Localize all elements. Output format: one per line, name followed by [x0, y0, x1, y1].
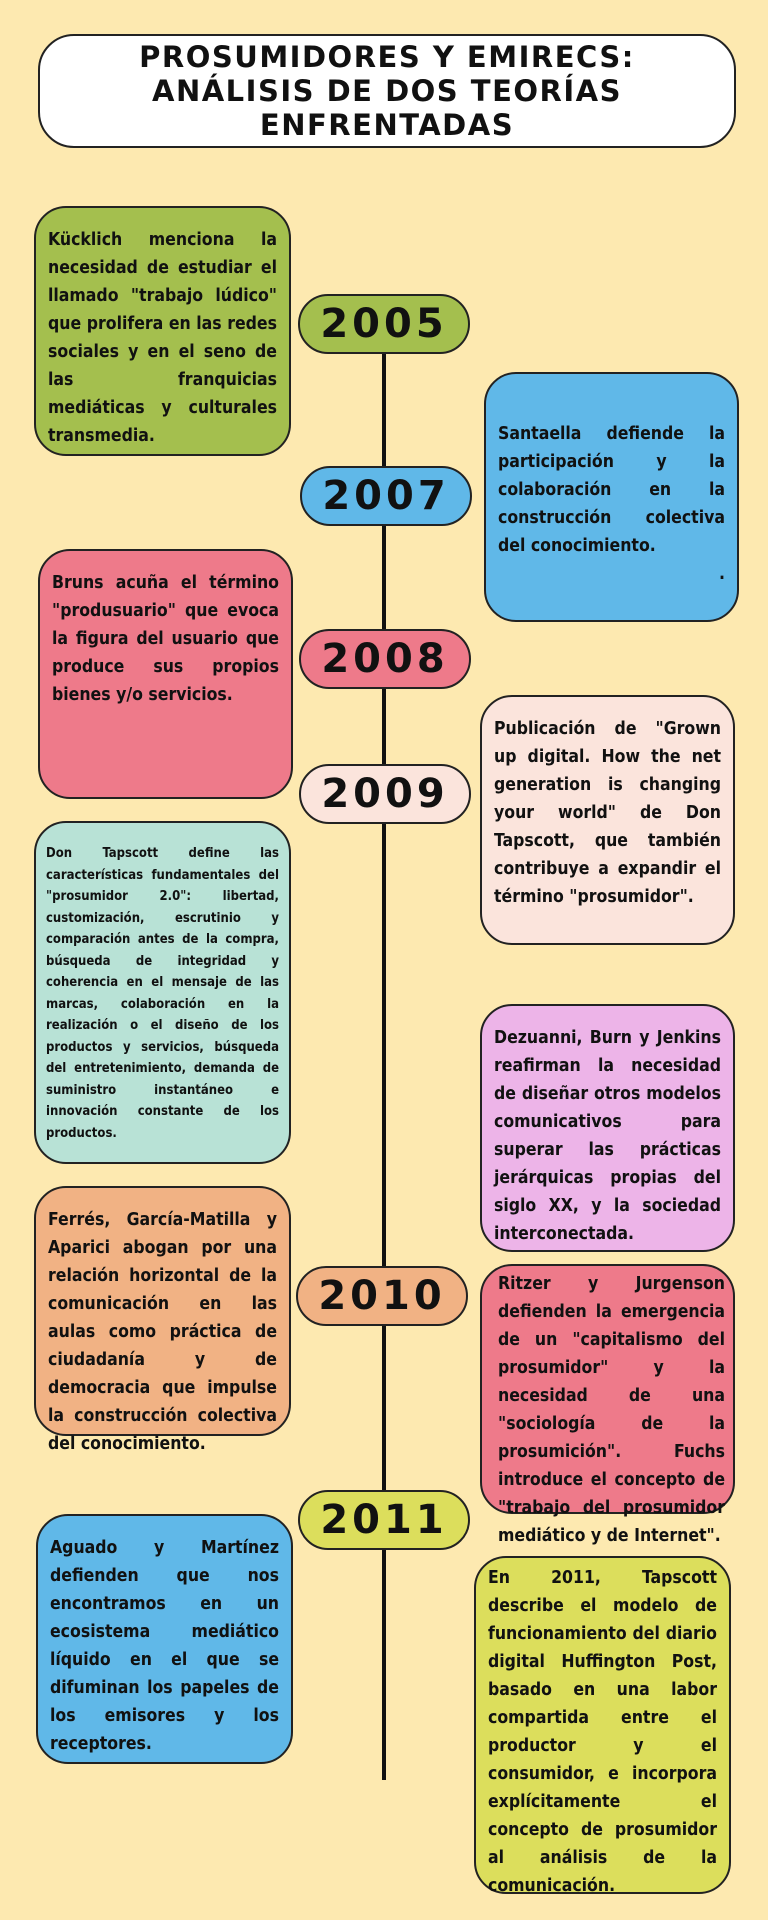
year-badge-2010: 2010: [296, 1266, 468, 1326]
timeline-card: [480, 695, 735, 945]
timeline-card: [484, 372, 739, 622]
timeline-card: [34, 1186, 291, 1454]
card-text: Bruns acuña el término "produsuario" que evoca la figura del usuario que produce sus propios bienes y/o servicios.: [52, 573, 279, 705]
title-banner: [38, 34, 736, 148]
timeline-card: [36, 1514, 293, 1764]
page-title: PROSUMIDORES Y EMIRECS: ANÁLISIS DE DOS TEORÍAS ENFRENTADAS: [139, 40, 635, 142]
year-badge-2011: 2011: [298, 1490, 470, 1550]
card-text: Dezuanni, Burn y Jenkins reafirman la necesidad de diseñar otros modelos comunicativos para superar las prácticas jerárquicas propias del siglo XX, y la sociedad interconectada.: [494, 1028, 721, 1244]
timeline-card: [34, 206, 291, 456]
card-text: Ferrés, García-Matilla y Aparici abogan por una relación horizontal de la comunicación en las aulas como práctica de ciudadanía y de democracia que impulse la construcción colectiva del conocimiento.: [48, 1210, 277, 1454]
card-text: Don Tapscott define las características fundamentales del "prosumidor 2.0": libertad, customización, escrutinio y comparación antes de la compra, búsqueda de integridad y coherencia en el mensaje de las marcas, colaboración en la realización o el diseño de los productos y servicios, búsqueda del entretenimiento, demanda de suministro instantáneo e innovación constante de los productos.: [46, 846, 279, 1141]
card-text: Kücklich menciona la necesidad de estudiar el llamado "trabajo lúdico" que prolifera en las redes sociales y en el seno de las franquicias mediáticas y culturales transmedia.: [48, 230, 277, 446]
card-text: En 2011, Tapscott describe el modelo de funcionamiento del diario digital Huffington Post, basado en una labor compartida entre el productor y el consumidor, e incorpora explícitamente el concepto de prosumidor al análisis de la comunicación.: [488, 1568, 717, 1896]
timeline-axis: [382, 326, 386, 1780]
card-text: Publicación de "Grown up digital. How the net generation is changing your world" de Don Tapscott, que también contribuye a expandir el término "prosumidor".: [494, 719, 721, 907]
card-text: Ritzer y Jurgenson defienden la emergencia de un "capitalismo del prosumidor" y la necesidad de una "sociología de la prosumición". Fuchs introduce el concepto de "trabajo del prosumidor mediático y de Internet".: [498, 1274, 725, 1546]
card-text: Aguado y Martínez defienden que nos encontramos en un ecosistema mediático líquido en el que se difuminan los papeles de los emisores y los receptores.: [50, 1538, 279, 1754]
year-badge-2008: 2008: [299, 629, 471, 689]
timeline-card: [480, 1264, 735, 1546]
card-text: Santaella defiende la participación y la colaboración en la construcción colectiva del conocimiento.: [498, 424, 725, 556]
year-badge-2005: 2005: [298, 294, 470, 354]
year-badge-2007: 2007: [300, 466, 472, 526]
timeline-card: [38, 549, 293, 799]
timeline-card: [474, 1556, 731, 1894]
timeline-card: [34, 821, 291, 1164]
card-trailing-mark: .: [719, 564, 725, 584]
timeline-card: [480, 1004, 735, 1252]
year-badge-2009: 2009: [299, 764, 471, 824]
